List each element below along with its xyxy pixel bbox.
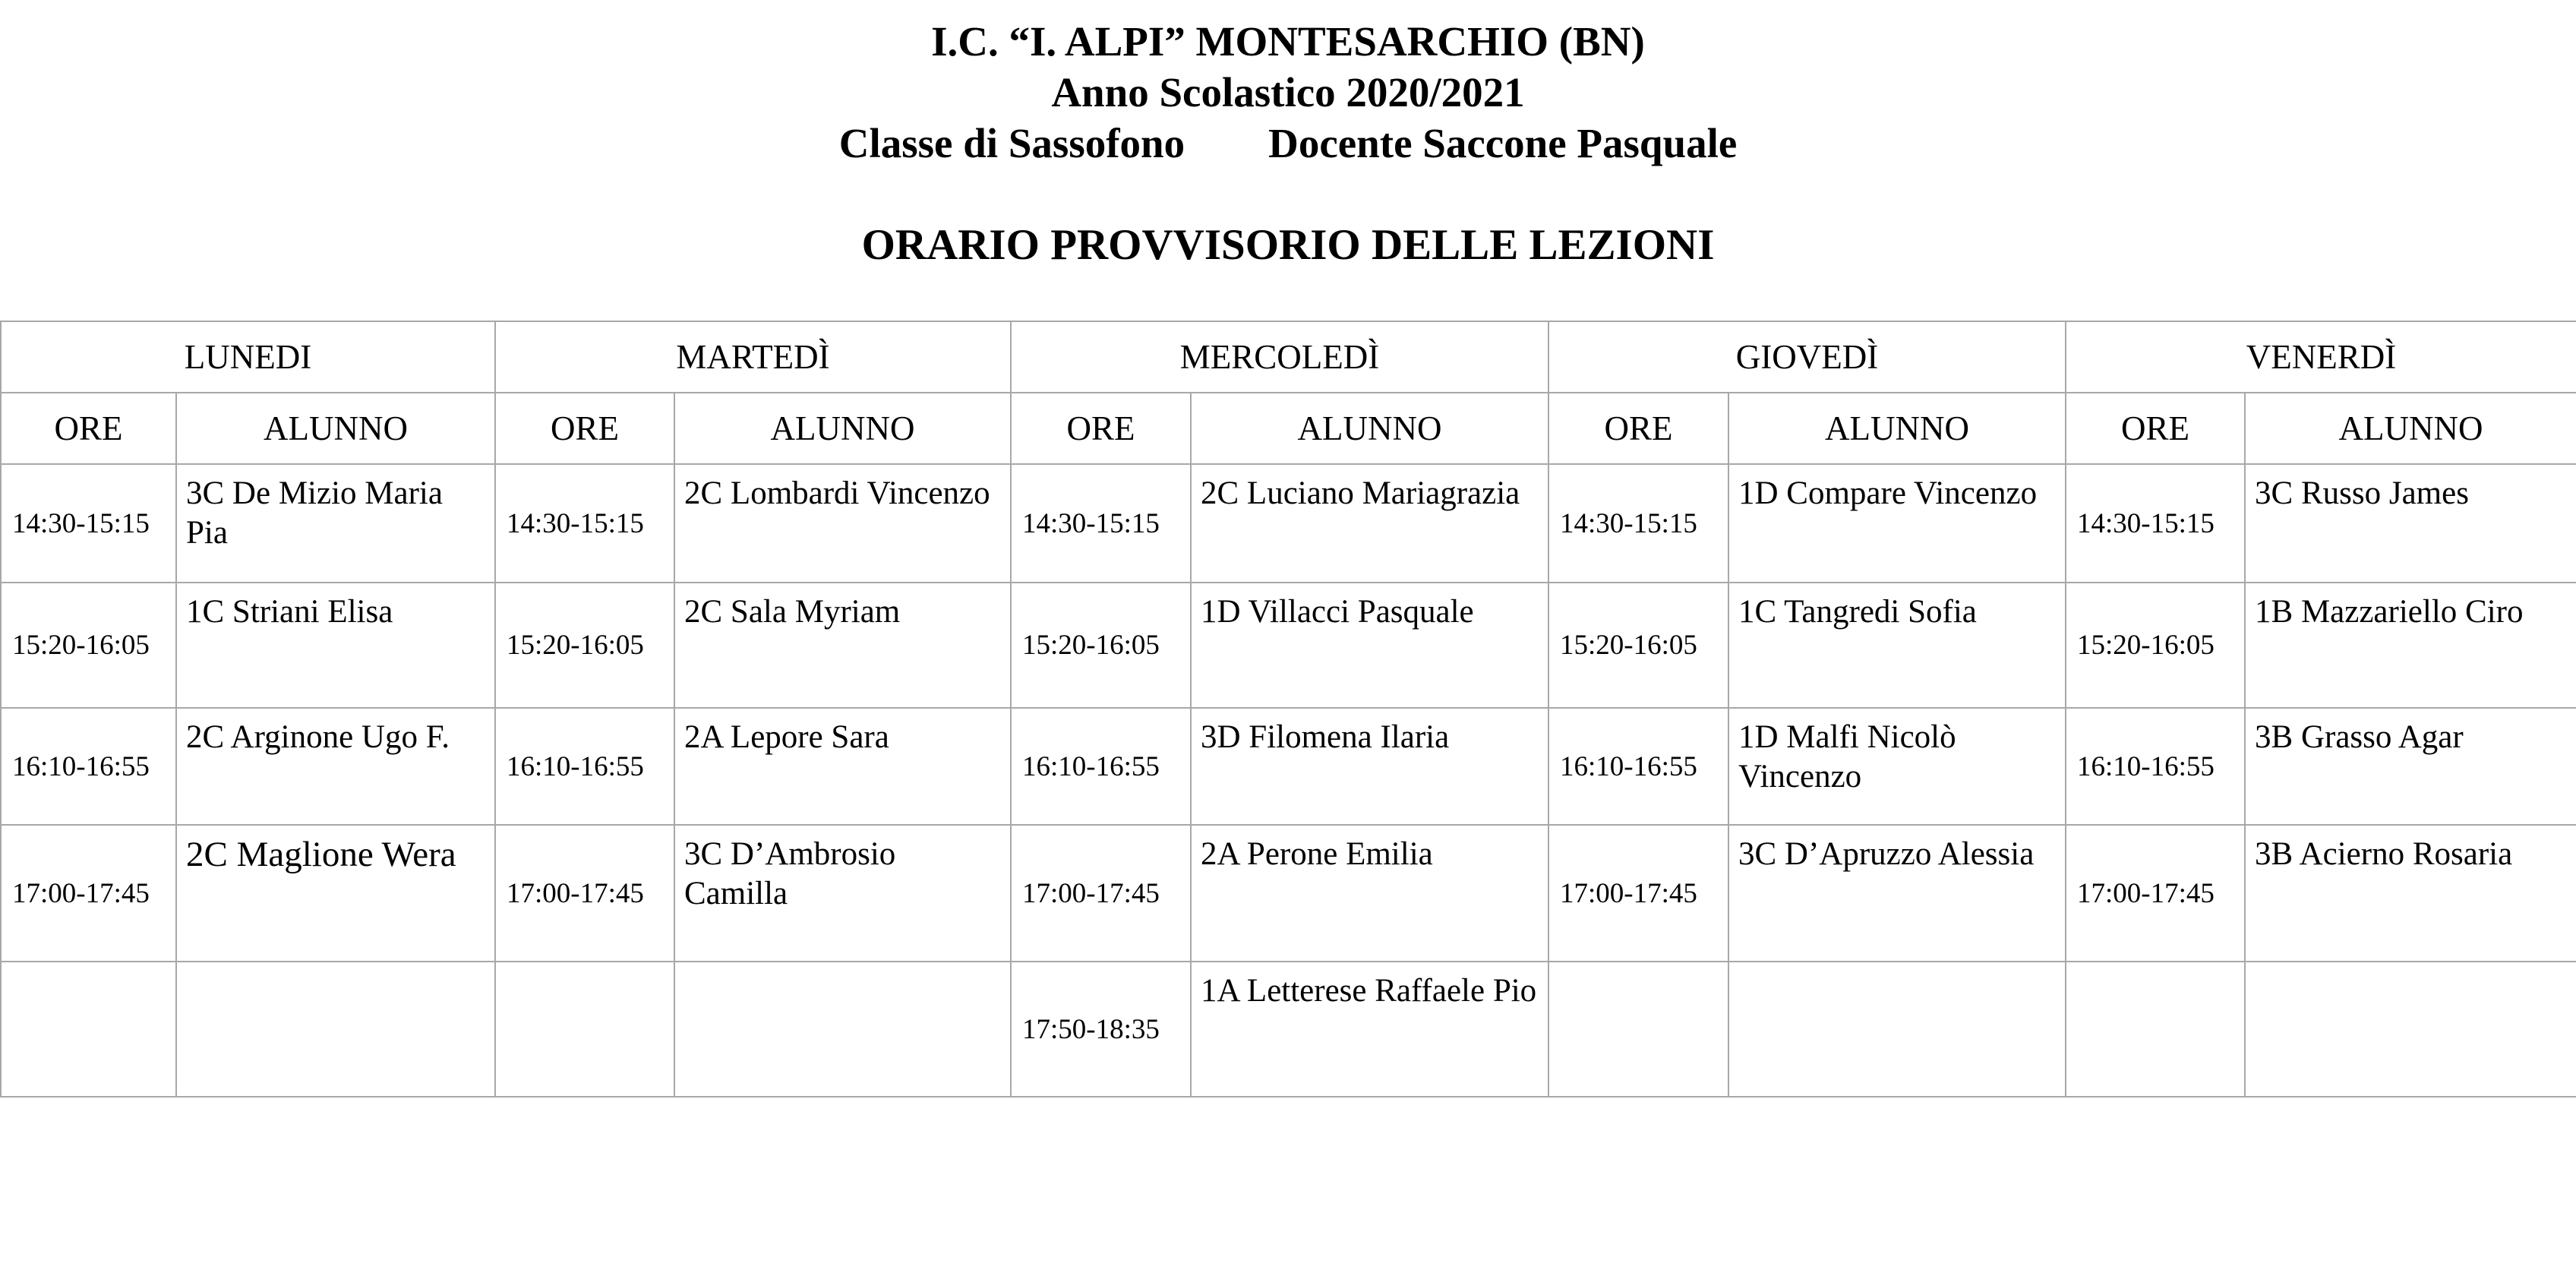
student-cell: 2C Maglione Wera <box>176 825 495 962</box>
day-header-row <box>1 321 2576 393</box>
time-cell: 17:00-17:45 <box>1548 825 1728 962</box>
time-cell: 15:20-16:05 <box>1 583 176 708</box>
time-cell: 16:10-16:55 <box>2066 708 2245 825</box>
student-cell: 1A Letterese Raffaele Pio <box>1191 962 1548 1097</box>
ore-header: ORE <box>495 393 674 464</box>
student-cell: 3D Filomena Ilaria <box>1191 708 1548 825</box>
time-cell: 15:20-16:05 <box>1548 583 1728 708</box>
table-row <box>1 825 2576 962</box>
ore-header: ORE <box>1 393 176 464</box>
student-cell: 3B Grasso Agar <box>2245 708 2576 825</box>
time-cell <box>1548 962 1728 1097</box>
time-cell: 15:20-16:05 <box>2066 583 2245 708</box>
time-cell: 15:20-16:05 <box>495 583 674 708</box>
day-header-thursday: GIOVEDÌ <box>1548 321 2066 393</box>
student-cell: 2C Sala Myriam <box>674 583 1011 708</box>
student-cell: 3C D’Apruzzo Alessia <box>1728 825 2066 962</box>
student-cell: 1C Striani Elisa <box>176 583 495 708</box>
schedule-title: ORARIO PROVVISORIO DELLE LEZIONI <box>861 221 1715 269</box>
day-header-monday: LUNEDI <box>1 321 495 393</box>
time-cell: 14:30-15:15 <box>1548 464 1728 583</box>
ore-header: ORE <box>1548 393 1728 464</box>
teacher-label: Docente Saccone Pasquale <box>1268 120 1738 166</box>
time-cell: 16:10-16:55 <box>495 708 674 825</box>
student-cell: 1C Tangredi Sofia <box>1728 583 2066 708</box>
time-cell: 17:00-17:45 <box>2066 825 2245 962</box>
student-cell: 1D Compare Vincenzo <box>1728 464 2066 583</box>
student-cell: 2A Perone Emilia <box>1191 825 1548 962</box>
time-cell <box>2066 962 2245 1097</box>
time-cell: 14:30-15:15 <box>2066 464 2245 583</box>
alunno-header: ALUNNO <box>1728 393 2066 464</box>
school-year: Anno Scolastico 2020/2021 <box>1051 69 1525 115</box>
class-teacher-line <box>0 118 2576 169</box>
student-cell: 3C D’Ambrosio Camilla <box>674 825 1011 962</box>
alunno-header: ALUNNO <box>2245 393 2576 464</box>
time-cell: 16:10-16:55 <box>1 708 176 825</box>
time-cell: 14:30-15:15 <box>495 464 674 583</box>
alunno-header: ALUNNO <box>176 393 495 464</box>
student-cell: 2C Arginone Ugo F. <box>176 708 495 825</box>
day-header-friday: VENERDÌ <box>2066 321 2576 393</box>
student-cell: 2A Lepore Sara <box>674 708 1011 825</box>
time-cell: 17:00-17:45 <box>1 825 176 962</box>
table-row <box>1 962 2576 1097</box>
student-cell: 1D Malfi Nicolò Vincenzo <box>1728 708 2066 825</box>
column-header-row <box>1 393 2576 464</box>
student-cell <box>1728 962 2066 1097</box>
alunno-header: ALUNNO <box>674 393 1011 464</box>
student-cell: 1B Mazzariello Ciro <box>2245 583 2576 708</box>
time-cell: 17:00-17:45 <box>1011 825 1191 962</box>
student-cell <box>176 962 495 1097</box>
table-row <box>1 464 2576 583</box>
time-cell: 16:10-16:55 <box>1548 708 1728 825</box>
student-cell: 2C Luciano Mariagrazia <box>1191 464 1548 583</box>
class-label: Classe di Sassofono <box>838 120 1185 166</box>
ore-header: ORE <box>2066 393 2245 464</box>
student-cell: 2C Lombardi Vincenzo <box>674 464 1011 583</box>
time-cell: 14:30-15:15 <box>1011 464 1191 583</box>
student-cell: 1D Villacci Pasquale <box>1191 583 1548 708</box>
student-cell: 3C Russo James <box>2245 464 2576 583</box>
time-cell: 17:50-18:35 <box>1011 962 1191 1097</box>
time-cell: 15:20-16:05 <box>1011 583 1191 708</box>
time-cell <box>1 962 176 1097</box>
student-cell <box>674 962 1011 1097</box>
student-cell <box>2245 962 2576 1097</box>
table-row <box>1 583 2576 708</box>
student-cell: 3C De Mizio Maria Pia <box>176 464 495 583</box>
ore-header: ORE <box>1011 393 1191 464</box>
time-cell <box>495 962 674 1097</box>
time-cell: 17:00-17:45 <box>495 825 674 962</box>
time-cell: 16:10-16:55 <box>1011 708 1191 825</box>
student-cell: 3B Acierno Rosaria <box>2245 825 2576 962</box>
table-row <box>1 708 2576 825</box>
time-cell: 14:30-15:15 <box>1 464 176 583</box>
schedule-table <box>0 321 2576 1098</box>
day-header-tuesday: MARTEDÌ <box>495 321 1011 393</box>
school-name: I.C. “I. ALPI” MONTESARCHIO (BN) <box>931 18 1645 65</box>
day-header-wednesday: MERCOLEDÌ <box>1011 321 1548 393</box>
alunno-header: ALUNNO <box>1191 393 1548 464</box>
